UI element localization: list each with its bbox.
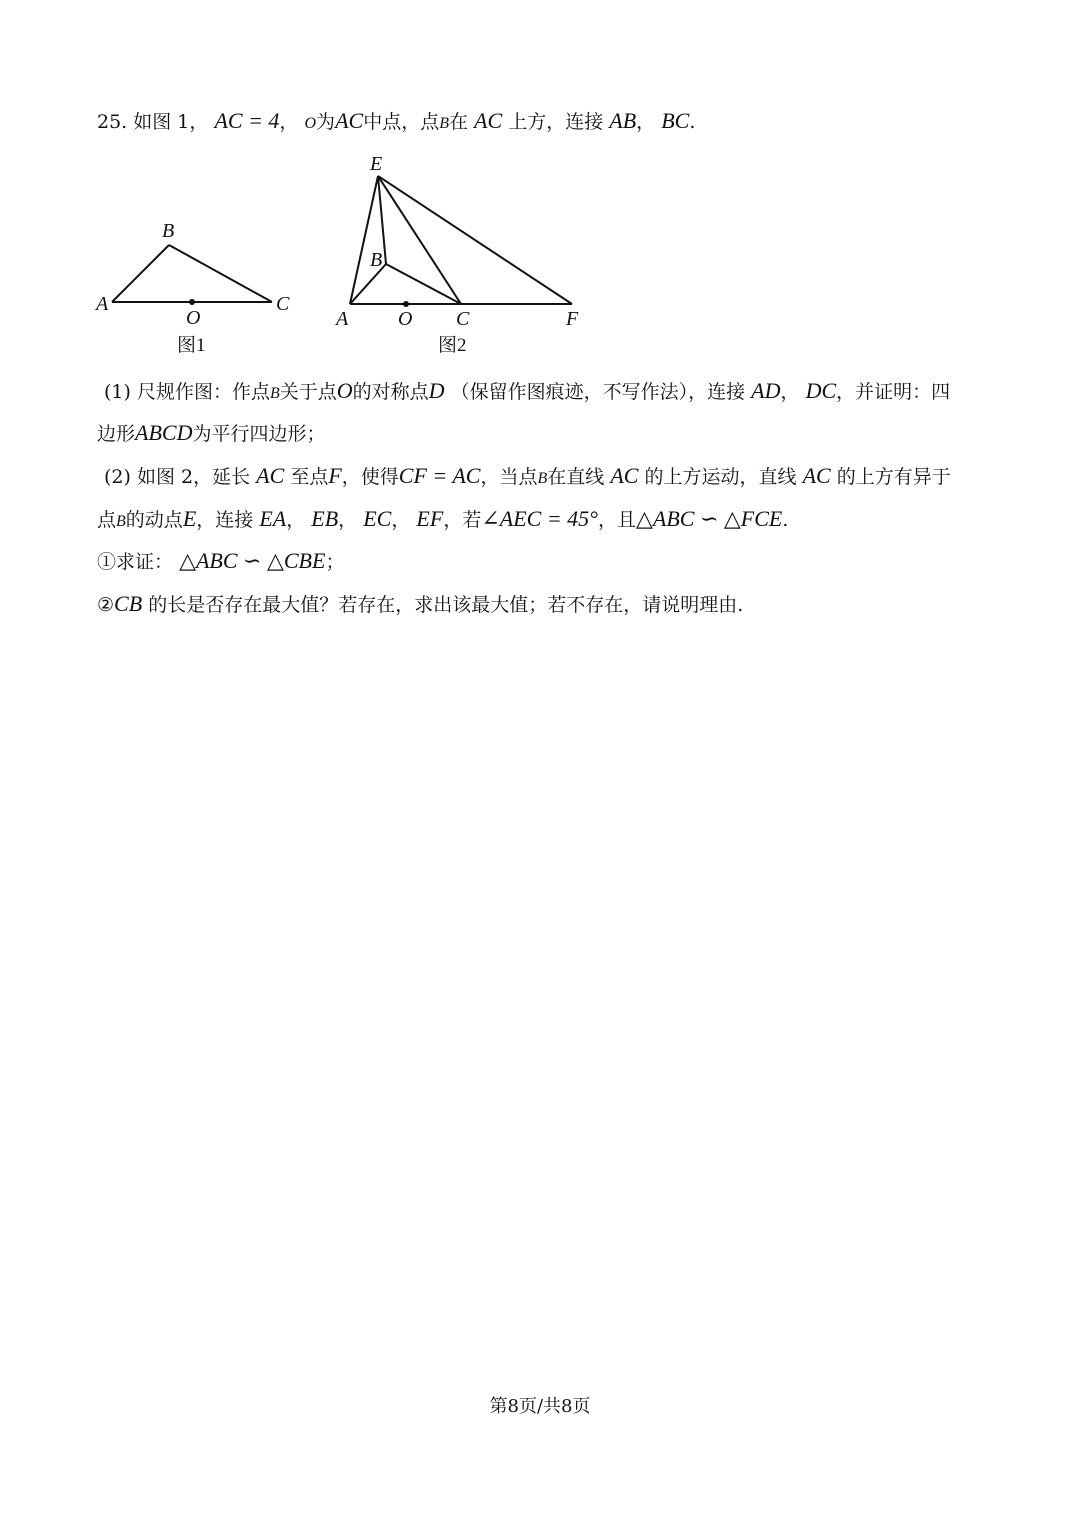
text-fragment: . (689, 111, 696, 133)
sub-question-1 (97, 548, 344, 575)
sub-question-2 (97, 591, 743, 618)
math-eb: EB (311, 506, 339, 531)
math-cb: CB (114, 591, 143, 616)
text-fragment: ，使得 (341, 466, 399, 488)
text-fragment: 点 (97, 509, 117, 531)
math-ac-equals-4: AC = 4 (214, 108, 280, 133)
text-fragment: 边形 (97, 423, 136, 445)
text-fragment: 在 (448, 111, 468, 133)
text-fragment: ， (391, 509, 411, 531)
math-b: B (269, 385, 280, 402)
figure-2 (330, 148, 590, 332)
math-ac: AC (335, 108, 364, 133)
point-o (403, 301, 409, 307)
math-ac: AC (802, 463, 831, 488)
math-abcd: ABCD (135, 420, 193, 445)
segment-bc (386, 264, 461, 304)
text-fragment: 关于点 (279, 381, 337, 403)
text-fragment: ， (286, 509, 306, 531)
label-b: B (162, 220, 175, 242)
text-fragment: 为平行四边形； (192, 423, 326, 445)
text-fragment: 如图 1， (133, 111, 209, 133)
text-fragment: 在直线 (547, 466, 605, 488)
segment-ab (112, 245, 169, 302)
text-fragment: 的动点 (125, 509, 183, 531)
figure-2-diagram (330, 148, 590, 328)
text-fragment: 为 (316, 111, 336, 133)
math-o: O (304, 115, 317, 132)
point-o (189, 299, 195, 305)
figure-1-caption: 图1 (177, 335, 206, 356)
label-b: B (370, 249, 383, 271)
figure-1 (90, 215, 300, 329)
math-b: B (537, 470, 548, 487)
text-fragment: 的对称点 (352, 381, 429, 403)
math-ea: EA (259, 506, 287, 531)
math-ab: AB (609, 108, 637, 133)
segment-ec (378, 176, 461, 304)
text-fragment: (2) 如图 2，延长 (104, 466, 251, 488)
label-c: C (276, 293, 290, 315)
text-fragment: 上方，连接 (508, 111, 604, 133)
label-e: E (370, 153, 383, 175)
label-a: A (336, 308, 349, 328)
math-dc: DC (805, 378, 837, 403)
figure-2-caption: 图2 (438, 335, 467, 356)
math-angle-aec: ∠AEC = 45° (481, 506, 598, 531)
text-fragment: (1) 尺规作图：作点 (104, 381, 270, 403)
text-fragment: ，连接 (196, 509, 254, 531)
segment-ea (350, 176, 378, 304)
page-footer: 第8页/共8页 (489, 1396, 591, 1417)
math-f: F (328, 463, 342, 488)
text-fragment: ，且 (597, 509, 636, 531)
part-2-line-1 (104, 463, 951, 492)
math-e: E (182, 506, 197, 531)
part-1-line-2 (97, 420, 325, 447)
figure-1-diagram (90, 215, 300, 325)
math-ac: AC (610, 463, 639, 488)
text-fragment: 的上方运动，直线 (644, 466, 797, 488)
math-d: D (428, 378, 445, 403)
label-o: O (398, 308, 413, 328)
problem-statement (97, 108, 695, 137)
math-similarity-abc-fce: △ABC ∽ △FCE (635, 506, 783, 531)
text-fragment: （保留作图痕迹，不写作法），连接 (450, 381, 746, 403)
text-fragment: ， (279, 111, 299, 133)
text-fragment: ② (97, 594, 115, 616)
math-bc: BC (661, 108, 690, 133)
math-ec: EC (363, 506, 392, 531)
text-fragment: 中点，点 (363, 111, 440, 133)
text-fragment: 至点 (290, 466, 329, 488)
math-similarity-abc-cbe: △ABC ∽ △CBE (179, 548, 326, 573)
math-ac: AC (474, 108, 503, 133)
math-b: B (116, 513, 126, 530)
segment-ef (378, 176, 572, 304)
text-fragment: 的长是否存在最大值？若存在，求出该最大值；若不存在，请说明理由. (148, 594, 744, 616)
math-cf-equals-ac: CF = AC (398, 463, 481, 488)
math-ad: AD (751, 378, 781, 403)
text-fragment: ， (338, 509, 358, 531)
text-fragment: 的上方有异于 (836, 466, 951, 488)
problem-number: 25. (97, 111, 128, 133)
text-fragment: ，当点 (480, 466, 538, 488)
label-f: F (566, 308, 579, 328)
math-o: O (336, 378, 353, 403)
text-fragment: ， (780, 381, 800, 403)
math-ac: AC (256, 463, 285, 488)
text-fragment: ①求证： (97, 551, 174, 573)
text-fragment: . (782, 509, 789, 531)
part-1-line-1 (104, 378, 950, 407)
part-2-line-2 (97, 506, 788, 535)
label-c: C (456, 308, 470, 328)
text-fragment: ， (636, 111, 656, 133)
text-fragment: ，若 (443, 509, 482, 531)
text-fragment: ，并证明：四 (836, 381, 951, 403)
segment-bc (169, 245, 272, 302)
math-ef: EF (416, 506, 444, 531)
math-b: B (439, 115, 449, 132)
text-fragment: ； (325, 551, 345, 573)
label-a: A (96, 293, 109, 315)
label-o: O (186, 307, 201, 325)
